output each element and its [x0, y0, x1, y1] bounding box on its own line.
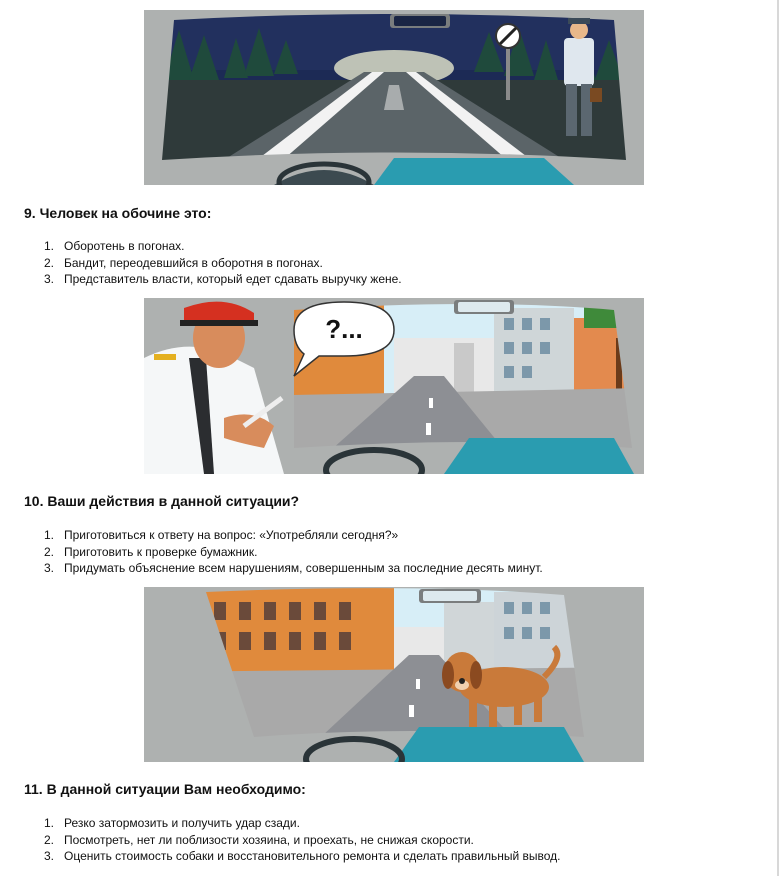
list-item: 1. Приготовиться к ответу на вопрос: «Употребляли сегодня?»: [44, 528, 399, 542]
page-right-border: [777, 0, 779, 876]
question-11-title: 11. В данной ситуации Вам необходимо:: [24, 781, 306, 797]
list-item: 3. Представитель власти, который едет сдавать выручку жене.: [44, 272, 402, 286]
list-item: 1. Резко затормозить и получить удар сзади.: [44, 816, 300, 830]
illustration-officer-at-window: [144, 298, 644, 474]
speech-bubble-text: ?...: [325, 314, 363, 344]
question-9-options: [0, 238, 402, 288]
question-9-title: 9. Человек на обочине это:: [24, 205, 212, 221]
question-10-options: [0, 527, 543, 577]
question-11-options: [0, 815, 560, 865]
illustration-night-road-officer: [144, 10, 644, 185]
list-item: 2. Приготовить к проверке бумажник.: [44, 544, 258, 559]
question-10-title: 10. Ваши действия в данной ситуации?: [24, 493, 300, 509]
list-item: 3. Придумать объяснение всем нарушениям, совершенным за последние десять минут.: [44, 561, 543, 575]
illustration-dog-on-road: [144, 587, 644, 762]
list-item: 3. Оценить стоимость собаки и восстановительного ремонта и сделать правильный вывод.: [44, 849, 561, 863]
list-item: 2. Бандит, переодевшийся в оборотня в погонах.: [44, 255, 323, 270]
list-item: 2. Посмотреть, нет ли поблизости хозяина, и проехать, не снижая скорости.: [44, 832, 474, 847]
list-item: 1. Оборотень в погонах.: [44, 239, 185, 253]
